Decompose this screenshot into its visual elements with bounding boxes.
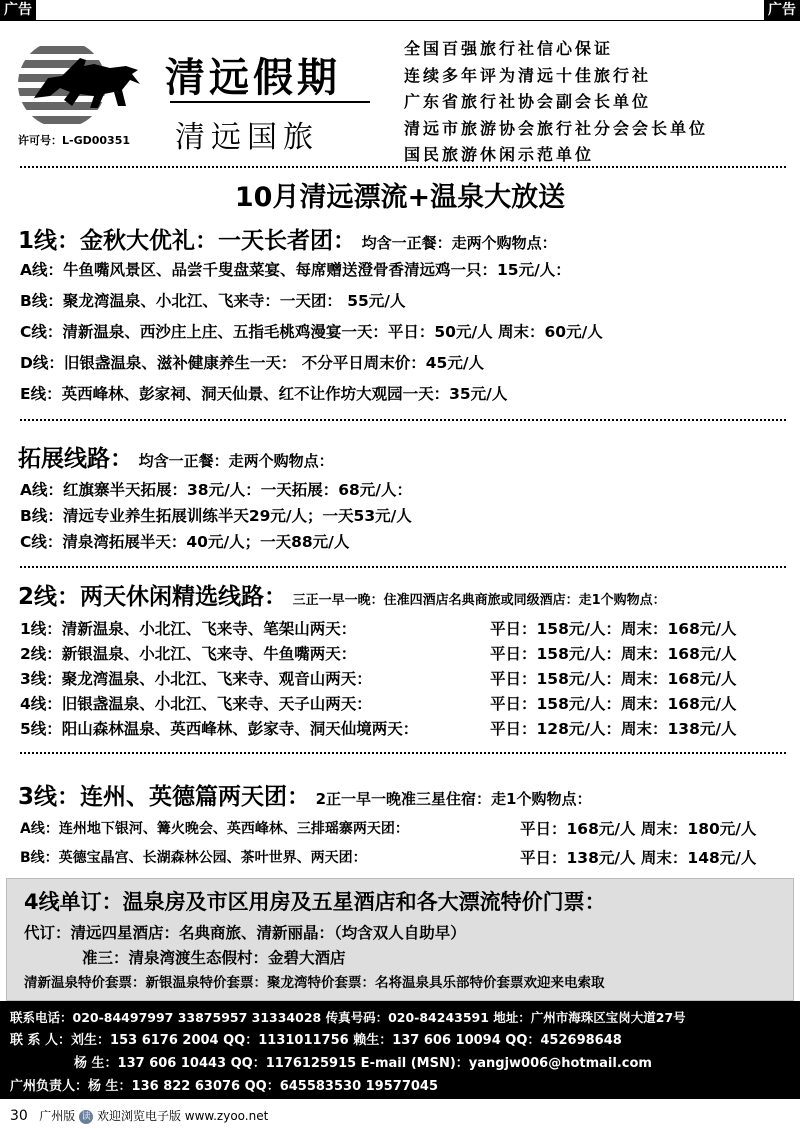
contact-phones: 联系电话：020-84497997 33875957 31334028 传真号码：020-84243591 地址：广州市海珠区宝岗大道27号 bbox=[10, 1010, 686, 1025]
route-name: 1线：清新温泉、小北江、飞来寺、笔架山两天： bbox=[20, 620, 357, 638]
route-price: 平日：158元/人：周末：168元/人 bbox=[490, 645, 737, 663]
ad-label-right: 广告 bbox=[764, 0, 800, 20]
booking-line: 清新温泉特价套票：新银温泉特价套票：聚龙湾特价套票：名将温泉具乐部特价套票欢迎来电索取 bbox=[24, 975, 605, 991]
license-number: 许可号：L-GD00351 bbox=[18, 134, 131, 147]
route-line: A线：红旗寨半天拓展：38元/人：一天拓展：68元/人： bbox=[20, 481, 412, 499]
section3-title: 3线：连州、英德篇两天团： bbox=[18, 784, 311, 810]
edition-label: 广州版 bbox=[39, 1109, 76, 1123]
booking-line: 代订：清远四星酒店：名典商旅、清新丽晶：（均含双人自助早） bbox=[24, 924, 466, 942]
route-name: 3线：聚龙湾温泉、小北江、飞来寺、观音山两天： bbox=[20, 670, 372, 688]
section1-title: 1线：金秋大优礼：一天长者团： bbox=[18, 228, 357, 254]
route-name: 4线：旧银盏温泉、小北江、飞来寺、天子山两天： bbox=[20, 695, 372, 713]
section3-note: 2正一早一晚准三星住宿：走1个购物点： bbox=[315, 790, 592, 808]
contact-people: 联 系 人：刘生：153 6176 2004 QQ：1131011756 赖生：137 606 10094 QQ：452698648 bbox=[10, 1033, 622, 1048]
ad-label-left: 广告 bbox=[0, 0, 36, 20]
page-footer bbox=[10, 1107, 268, 1124]
route-line: B线：聚龙湾温泉、小北江、飞来寺：一天团： 55元/人 bbox=[20, 292, 406, 310]
route-price: 平日：158元/人：周末：168元/人 bbox=[490, 620, 737, 638]
route-price: 平日：158元/人：周末：168元/人 bbox=[490, 695, 737, 713]
contact-block bbox=[0, 1001, 800, 1099]
route-line: D线：旧银盏温泉、滋补健康养生一天： 不分平日周末价：45元/人 bbox=[20, 354, 484, 372]
route-price: 平日：128元/人：周末：138元/人 bbox=[490, 720, 737, 738]
brand-name: 清远假期 bbox=[165, 55, 341, 101]
route-name: 2线：新银温泉、小北江、飞来寺、牛鱼嘴两天： bbox=[20, 645, 357, 663]
section1-heading bbox=[18, 222, 557, 255]
section4-title: 4线单订：温泉房及市区用房及五星酒店和各大漂流特价门票： bbox=[24, 890, 606, 914]
dotted-divider bbox=[20, 566, 786, 568]
page-number: 30 bbox=[10, 1108, 28, 1124]
route-line: C线：清新温泉、西沙庄上庄、五指毛桃鸡漫宴一天：平日：50元/人 周末：60元/人 bbox=[20, 323, 603, 341]
route-name: 5线：阳山森林温泉、英西峰林、彭家寺、洞天仙境两天： bbox=[20, 720, 419, 738]
contact-guangzhou: 广州负责人：杨 生：136 822 63076 QQ：645583530 19577045 bbox=[10, 1079, 439, 1094]
expand-heading bbox=[18, 440, 334, 473]
credentials-list bbox=[404, 36, 788, 169]
route-line: C线：清泉湾拓展半天：40元/人；一天88元/人 bbox=[20, 533, 350, 551]
dotted-divider bbox=[20, 752, 786, 754]
route-price: 平日：168元/人 周末：180元/人 bbox=[520, 820, 757, 838]
route-name: B线：英德宝晶宫、长湖森林公园、茶叶世界、两天团： bbox=[20, 850, 367, 866]
route-price: 平日：138元/人 周末：148元/人 bbox=[520, 849, 757, 867]
route-line: E线：英西峰林、彭家祠、洞天仙景、红不让作坊大观园一天：35元/人 bbox=[20, 385, 508, 403]
credential-item: 广东省旅行社协会副会长单位 bbox=[404, 92, 652, 111]
footer-link[interactable]: 欢迎浏览电子版 www.zyoo.net bbox=[96, 1109, 269, 1123]
credential-item: 连续多年评为清远十佳旅行社 bbox=[404, 65, 652, 85]
credential-item: 全国百强旅行社信心保证 bbox=[404, 39, 614, 58]
credential-item: 国民旅游休闲示范单位 bbox=[404, 145, 595, 164]
section2-title: 2线：两天休闲精选线路： bbox=[18, 584, 288, 610]
route-price: 平日：158元/人：周末：168元/人 bbox=[490, 670, 737, 688]
brand-subtitle: 清远国旅 bbox=[175, 120, 319, 155]
credential-item: 清远市旅游协会旅行社分会会长单位 bbox=[404, 118, 709, 138]
expand-note: 均含一正餐：走两个购物点： bbox=[138, 452, 334, 470]
section2-note: 三正一早一晚：住准四酒店名典商旅或同级酒店：走1个购物点： bbox=[292, 593, 666, 608]
brand-divider bbox=[170, 101, 370, 103]
section2-heading bbox=[18, 578, 666, 611]
route-name: A线：连州地下银河、篝火晚会、英西峰林、三排瑶寨两天团： bbox=[20, 821, 409, 837]
route-line: A线：牛鱼嘴风景区、品尝千叟盘菜宴、每席赠送澄骨香清远鸡一只：15元/人： bbox=[20, 261, 571, 279]
dotted-divider bbox=[20, 166, 786, 168]
page-title: 10月清远漂流+温泉大放送 bbox=[234, 182, 566, 213]
edition-badge: 读 bbox=[79, 1110, 93, 1124]
section3-heading bbox=[18, 778, 591, 811]
route-line: B线：清远专业养生拓展训练半天29元/人；一天53元/人 bbox=[20, 507, 412, 525]
horse-globe-logo bbox=[14, 36, 149, 131]
booking-line: 准三：清泉湾渡生态假村：金碧大酒店 bbox=[82, 949, 346, 967]
dotted-divider bbox=[20, 419, 786, 421]
top-rule bbox=[0, 20, 800, 21]
contact-email: 杨 生：137 606 10443 QQ：1176125915 E-mail (MSN)：yangjw006@hotmail.com bbox=[74, 1056, 652, 1071]
expand-title: 拓展线路： bbox=[18, 446, 133, 472]
section1-note: 均含一正餐：走两个购物点： bbox=[361, 234, 557, 252]
